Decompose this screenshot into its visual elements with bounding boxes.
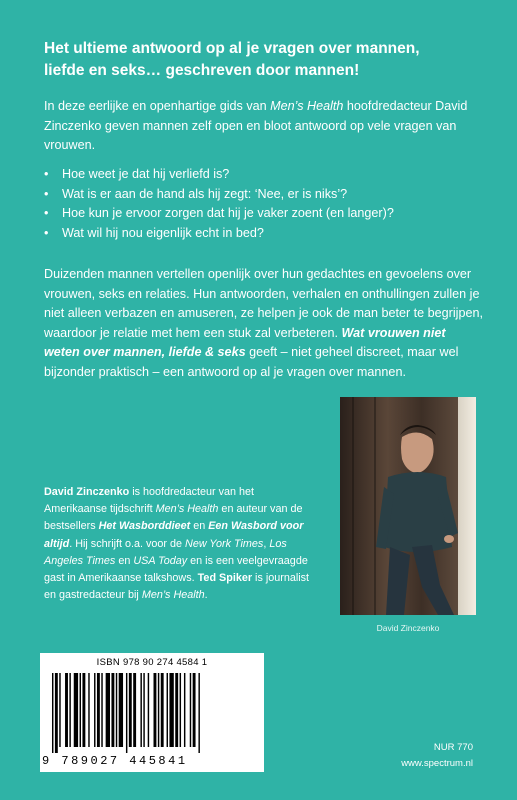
question-item (44, 185, 484, 205)
bio-text: . Hij schrijft o.a. voor de (69, 537, 186, 550)
bio-text: en auteur van de bestsellers (44, 503, 303, 533)
description-text-2: geeft – niet geheel discreet, maar wel bijzonder praktisch – een antwoord op al je vragen over mannen. (44, 345, 459, 379)
book-title: Wat vrouwen niet weten over mannen, liefde & seks (44, 325, 446, 359)
bio-text: . (204, 589, 208, 602)
barcode-bar (184, 673, 185, 747)
headline (44, 38, 484, 82)
barcode-bar (52, 673, 53, 753)
barcode-bar (126, 673, 127, 753)
bio-text: , (263, 537, 270, 550)
barcode-icon (48, 673, 256, 753)
barcode-bar (129, 673, 132, 747)
barcode-bar (175, 673, 178, 747)
barcode-bar (94, 673, 95, 747)
barcode-bar (198, 673, 199, 753)
bio-newspaper: USA Today (133, 554, 188, 567)
author-name: David Zinczenko (44, 486, 130, 498)
barcode-bar (59, 673, 60, 747)
bio-newspaper: Los Angeles Times (44, 537, 287, 567)
isbn-label: ISBN 978 90 274 4584 1 (96, 657, 208, 668)
barcode-bar (148, 673, 149, 747)
barcode-bar (69, 673, 70, 747)
description-paragraph (44, 265, 484, 382)
barcode-bar (167, 673, 168, 747)
question-text: Hoe weet je dat hij verliefd is? (62, 167, 230, 181)
headline-line-1: Het ultieme antwoord op al je vragen over mannen, (44, 40, 420, 57)
bio-text: is hoofdredacteur van het Amerikaanse tijdschrift (44, 486, 255, 516)
barcode-digits: 9 789027 445841 (42, 754, 188, 768)
photo-caption: David Zinczenko (376, 623, 440, 633)
bio-newspaper: New York Times (185, 537, 264, 550)
bio-magazine: Men’s Health (155, 503, 219, 516)
barcode-bar (55, 673, 58, 753)
intro-magazine-name: Men’s Health (270, 99, 344, 113)
headline-line-2: liefde en seks… geschreven door mannen! (44, 62, 360, 79)
author-photo-image (340, 397, 476, 615)
barcode-bar (193, 673, 196, 747)
author-photo (340, 397, 476, 615)
question-item (44, 204, 484, 224)
bullet-icon: • (44, 186, 49, 201)
nur-code: NUR 770 (433, 742, 473, 753)
bio-magazine: Men’s Health (141, 589, 205, 602)
barcode-bar (74, 673, 78, 747)
question-text: Wat is er aan de hand als hij zegt: ‘Nee, er is niks’? (62, 186, 348, 201)
bio-book-title: Het Wasborddieet (98, 520, 191, 533)
question-list (44, 165, 484, 243)
publisher-website: www.spectrum.nl (401, 758, 473, 769)
bullet-icon: • (44, 206, 49, 220)
intro-paragraph (44, 97, 484, 156)
question-text: Wat wil hij nou eigenlijk echt in bed? (62, 225, 264, 240)
barcode-bar (111, 673, 114, 747)
intro-text-2: hoofdredacteur David Zinczenko geven mannen zelf open en bloot antwoord op vele vragen van vrouwen. (44, 99, 468, 152)
barcode-bar (119, 673, 123, 747)
barcode-bar (133, 673, 136, 747)
barcode-bar (80, 673, 81, 747)
barcode-bar (116, 673, 117, 747)
bio-text: is journalist en gastredacteur bij (44, 572, 310, 602)
barcode-bar (154, 673, 157, 747)
barcode-bar (190, 673, 191, 747)
author-bio (44, 484, 319, 604)
barcode-bar (158, 673, 159, 747)
barcode-bar (143, 673, 144, 747)
barcode-bar (169, 673, 173, 747)
bio-text: en (190, 520, 209, 533)
barcode-bar (101, 673, 102, 747)
barcode-panel (40, 653, 264, 772)
barcode-bar (106, 673, 110, 747)
barcode-bar (65, 673, 68, 747)
question-text: Hoe kun je ervoor zorgen dat hij je vaker zoent (en langer)? (62, 206, 394, 220)
bio-text: en is een veelgevraagde gast in Amerikaanse talkshows. (44, 554, 308, 585)
question-item (44, 165, 484, 185)
question-item (44, 224, 484, 244)
description-text-1: Duizenden mannen vertellen openlijk over hun gedachtes en gevoelens over vrouwen, seks en relaties. Hun antwoorden, verhalen en onthullingen zullen je niet alleen verbazen en amuseren, ze helpen je ook de man beter te begrijpen, waardoor je relatie met hem een stuk zal verbeteren. (44, 267, 483, 340)
barcode-bar (161, 673, 164, 747)
bullet-icon: • (44, 225, 49, 240)
barcode-bar (140, 673, 141, 747)
intro-text-1: In deze eerlijke en openhartige gids van (44, 99, 271, 113)
barcode-bar (82, 673, 85, 747)
barcode-bar (180, 673, 181, 747)
barcode-bar (88, 673, 89, 747)
bio-book-title: Een Wasbord voor altijd (44, 520, 304, 550)
barcode-bar (97, 673, 100, 747)
coauthor-name: Ted Spiker (197, 572, 253, 585)
bio-text: en (115, 554, 134, 567)
bullet-icon: • (44, 167, 49, 181)
